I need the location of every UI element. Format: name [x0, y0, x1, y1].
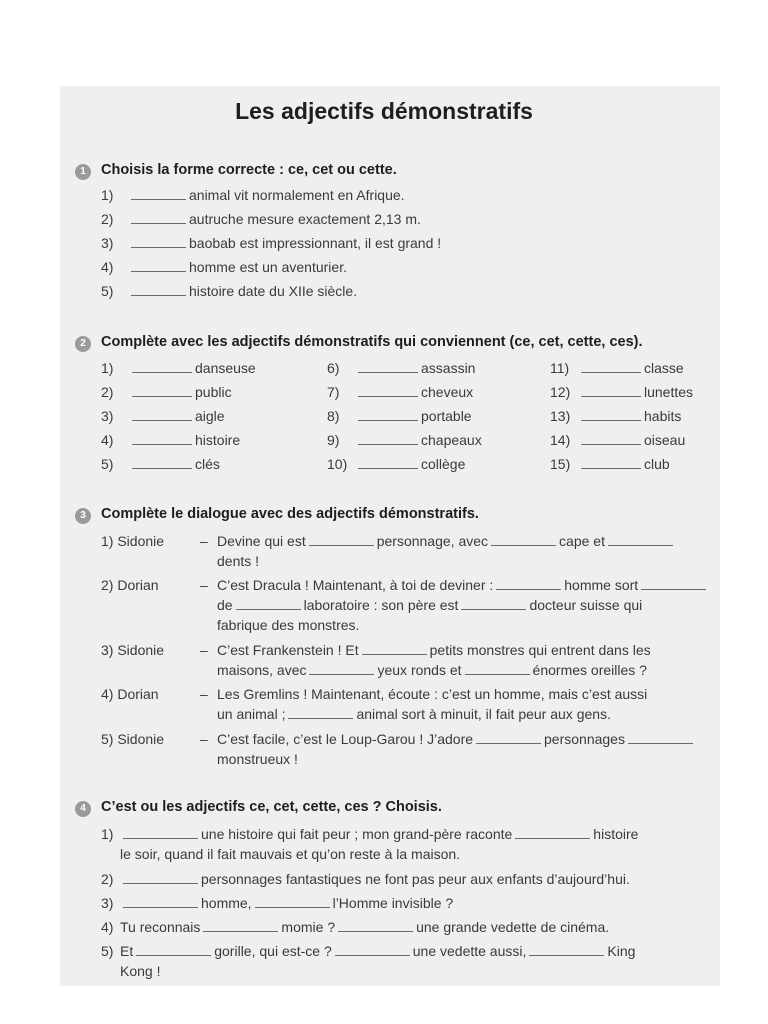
- answer-blank[interactable]: [515, 828, 590, 839]
- answer-blank[interactable]: [236, 599, 301, 610]
- dialogue-text: personnage, avec: [376, 533, 489, 549]
- answer-blank[interactable]: [123, 828, 198, 839]
- exercise-item: [355, 408, 472, 424]
- dialogue-speaker: 4) Dorian: [101, 686, 159, 702]
- item-number: 15): [550, 456, 571, 472]
- answer-blank[interactable]: [132, 434, 192, 445]
- answer-blank[interactable]: [358, 386, 418, 397]
- dialogue-line: [217, 662, 647, 678]
- answer-blank[interactable]: [358, 410, 418, 421]
- exercise-item: [129, 360, 256, 376]
- dialogue-line: [217, 577, 709, 593]
- item-text: histoire: [593, 826, 639, 842]
- answer-blank[interactable]: [491, 535, 556, 546]
- item-number: 6): [327, 360, 340, 376]
- item-word: assassin: [421, 360, 476, 376]
- dialogue-text: Devine qui est: [217, 533, 306, 549]
- dialogue-line: [217, 533, 676, 549]
- item-word: histoire: [195, 432, 241, 448]
- item-number: 3): [101, 235, 114, 251]
- item-text: homme est un aventurier.: [189, 259, 347, 275]
- answer-blank[interactable]: [335, 945, 410, 956]
- exercise-3-heading: Complète le dialogue avec des adjectifs démonstratifs.: [101, 506, 479, 522]
- exercise-item: [578, 384, 693, 400]
- item-word: oiseau: [644, 432, 686, 448]
- item-number: 8): [327, 408, 340, 424]
- exercise-4-heading: C’est ou les adjectifs ce, cet, cette, ces ? Choisis.: [101, 799, 442, 815]
- answer-blank[interactable]: [309, 664, 374, 675]
- answer-blank[interactable]: [203, 921, 278, 932]
- item-number: 1): [101, 360, 114, 376]
- answer-blank[interactable]: [132, 458, 192, 469]
- dialogue-text: homme sort: [564, 577, 639, 593]
- answer-blank[interactable]: [358, 458, 418, 469]
- item-text: une histoire qui fait peur ; mon grand-père raconte: [201, 826, 513, 842]
- exercise-item: [120, 895, 453, 911]
- item-continuation: Kong !: [120, 963, 161, 979]
- item-number: 5): [101, 283, 114, 299]
- item-number: 4): [101, 432, 114, 448]
- exercise-item: [128, 235, 441, 251]
- item-number: 5): [101, 943, 114, 959]
- dialogue-text: maisons, avec: [217, 662, 307, 678]
- item-number: 2): [101, 871, 114, 887]
- item-number: 13): [550, 408, 571, 424]
- exercise-number-badge: 2: [75, 336, 91, 352]
- item-word: club: [644, 456, 670, 472]
- item-word: danseuse: [195, 360, 256, 376]
- dialogue-text: de: [217, 597, 233, 613]
- dialogue-text: docteur suisse qui: [529, 597, 643, 613]
- item-number: 2): [101, 211, 114, 227]
- item-word: clés: [195, 456, 220, 472]
- answer-blank[interactable]: [132, 410, 192, 421]
- exercise-item: [129, 432, 240, 448]
- dialogue-dash: –: [200, 533, 208, 549]
- answer-blank[interactable]: [362, 644, 427, 655]
- dialogue-text: Les Gremlins ! Maintenant, écoute : c’est un homme, mais c’est aussi: [217, 686, 648, 702]
- dialogue-text: laboratoire : son père est: [303, 597, 459, 613]
- exercise-number-badge: 1: [75, 164, 91, 180]
- item-text: Et: [120, 943, 134, 959]
- dialogue-speaker: 2) Dorian: [101, 577, 159, 593]
- item-text: gorille, qui est-ce ?: [214, 943, 332, 959]
- answer-blank[interactable]: [131, 213, 186, 224]
- exercise-item: [355, 432, 482, 448]
- item-word: collège: [421, 456, 466, 472]
- dialogue-dash: –: [200, 731, 208, 747]
- dialogue-text: animal sort à minuit, il fait peur aux gens.: [356, 706, 611, 722]
- dialogue-line: fabrique des monstres.: [217, 617, 360, 633]
- item-continuation: le soir, quand il fait mauvais et qu’on reste à la maison.: [120, 846, 461, 862]
- item-number: 14): [550, 432, 571, 448]
- item-number: 3): [101, 408, 114, 424]
- answer-blank[interactable]: [136, 945, 211, 956]
- item-word: chapeaux: [421, 432, 482, 448]
- dialogue-text: cape et: [559, 533, 605, 549]
- exercise-item: [120, 871, 630, 887]
- item-text: Tu reconnais: [120, 919, 201, 935]
- item-word: public: [195, 384, 232, 400]
- item-word: aigle: [195, 408, 225, 424]
- exercise-item: [355, 384, 473, 400]
- exercise-item: [128, 283, 357, 299]
- item-number: 4): [101, 919, 114, 935]
- exercise-item: [129, 408, 225, 424]
- dialogue-text: énormes oreilles ?: [532, 662, 647, 678]
- exercise-number-badge: 4: [75, 801, 91, 817]
- item-number: 3): [101, 895, 114, 911]
- item-word: classe: [644, 360, 684, 376]
- item-number: 7): [327, 384, 340, 400]
- exercise-item: [578, 408, 681, 424]
- answer-blank[interactable]: [132, 362, 192, 373]
- item-text: l’Homme invisible ?: [332, 895, 454, 911]
- answer-blank[interactable]: [131, 189, 186, 200]
- answer-blank[interactable]: [309, 535, 374, 546]
- exercise-item: [578, 456, 670, 472]
- dialogue-dash: –: [200, 577, 208, 593]
- answer-blank[interactable]: [581, 410, 641, 421]
- page-title: Les adjectifs démonstratifs: [235, 98, 533, 124]
- item-text: histoire date du XIIe siècle.: [189, 283, 358, 299]
- dialogue-dash: –: [200, 642, 208, 658]
- dialogue-line: [217, 597, 642, 613]
- exercise-number-badge: 3: [75, 508, 91, 524]
- exercise-item: [128, 259, 347, 275]
- dialogue-speaker: 3) Sidonie: [101, 642, 165, 658]
- answer-blank[interactable]: [131, 237, 186, 248]
- dialogue-text: C’est facile, c’est le Loup-Garou ! J’adore: [217, 731, 474, 747]
- answer-blank[interactable]: [123, 897, 198, 908]
- item-number: 10): [327, 456, 348, 472]
- dialogue-line: [217, 706, 611, 722]
- item-text: personnages fantastiques ne font pas peur aux enfants d’aujourd’hui.: [201, 871, 630, 887]
- answer-blank[interactable]: [358, 362, 418, 373]
- exercise-item: [355, 456, 465, 472]
- dialogue-speaker: 1) Sidonie: [101, 533, 165, 549]
- dialogue-text: yeux ronds et: [377, 662, 462, 678]
- answer-blank[interactable]: [338, 921, 413, 932]
- answer-blank[interactable]: [608, 535, 673, 546]
- answer-blank[interactable]: [123, 873, 198, 884]
- item-number: 1): [101, 826, 114, 842]
- answer-blank[interactable]: [288, 708, 353, 719]
- item-word: portable: [421, 408, 472, 424]
- item-text: une vedette aussi,: [412, 943, 527, 959]
- answer-blank[interactable]: [476, 733, 541, 744]
- exercise-item: [128, 187, 405, 203]
- dialogue-text: personnages: [544, 731, 625, 747]
- exercise-item: [129, 456, 220, 472]
- item-number: 11): [550, 360, 570, 376]
- item-word: cheveux: [421, 384, 474, 400]
- dialogue-text: petits monstres qui entrent dans les: [429, 642, 651, 658]
- item-text: animal vit normalement en Afrique.: [189, 187, 405, 203]
- exercise-1-heading: Choisis la forme correcte : ce, cet ou cette.: [101, 162, 397, 178]
- item-number: 1): [101, 187, 114, 203]
- dialogue-line: [217, 642, 651, 658]
- dialogue-line: [217, 686, 647, 702]
- answer-blank[interactable]: [358, 434, 418, 445]
- dialogue-text: C’est Dracula ! Maintenant, à toi de deviner :: [217, 577, 494, 593]
- answer-blank[interactable]: [628, 733, 693, 744]
- item-text: baobab est impressionnant, il est grand !: [189, 235, 442, 251]
- answer-blank[interactable]: [131, 285, 186, 296]
- answer-blank[interactable]: [641, 579, 706, 590]
- exercise-item: [355, 360, 475, 376]
- item-text: homme,: [201, 895, 252, 911]
- item-text: momie ?: [281, 919, 336, 935]
- exercise-item: [578, 360, 684, 376]
- item-number: 4): [101, 259, 114, 275]
- answer-blank[interactable]: [132, 386, 192, 397]
- answer-blank[interactable]: [581, 362, 641, 373]
- exercise-item: [120, 943, 635, 959]
- answer-blank[interactable]: [131, 261, 186, 272]
- answer-blank[interactable]: [461, 599, 526, 610]
- item-text: autruche mesure exactement 2,13 m.: [189, 211, 421, 227]
- item-text: King: [607, 943, 636, 959]
- dialogue-line: dents !: [217, 553, 260, 569]
- item-number: 5): [101, 456, 114, 472]
- dialogue-text: un animal ;: [217, 706, 286, 722]
- dialogue-speaker: 5) Sidonie: [101, 731, 165, 747]
- dialogue-dash: –: [200, 686, 208, 702]
- exercise-item: [129, 384, 232, 400]
- exercise-item: [120, 826, 638, 842]
- item-text: une grande vedette de cinéma.: [416, 919, 610, 935]
- answer-blank[interactable]: [581, 386, 641, 397]
- item-word: habits: [644, 408, 682, 424]
- answer-blank[interactable]: [581, 434, 641, 445]
- item-number: 2): [101, 384, 114, 400]
- exercise-2-heading: Complète avec les adjectifs démonstratifs qui conviennent (ce, cet, cette, ces).: [101, 334, 643, 350]
- answer-blank[interactable]: [529, 945, 604, 956]
- dialogue-line: [217, 731, 696, 747]
- dialogue-text: C’est Frankenstein ! Et: [217, 642, 359, 658]
- exercise-item: [578, 432, 685, 448]
- answer-blank[interactable]: [496, 579, 561, 590]
- answer-blank[interactable]: [255, 897, 330, 908]
- exercise-item: [120, 919, 609, 935]
- dialogue-line: monstrueux !: [217, 751, 298, 767]
- answer-blank[interactable]: [465, 664, 530, 675]
- exercise-item: [128, 211, 421, 227]
- item-number: 9): [327, 432, 340, 448]
- item-number: 12): [550, 384, 571, 400]
- answer-blank[interactable]: [581, 458, 641, 469]
- item-word: lunettes: [644, 384, 694, 400]
